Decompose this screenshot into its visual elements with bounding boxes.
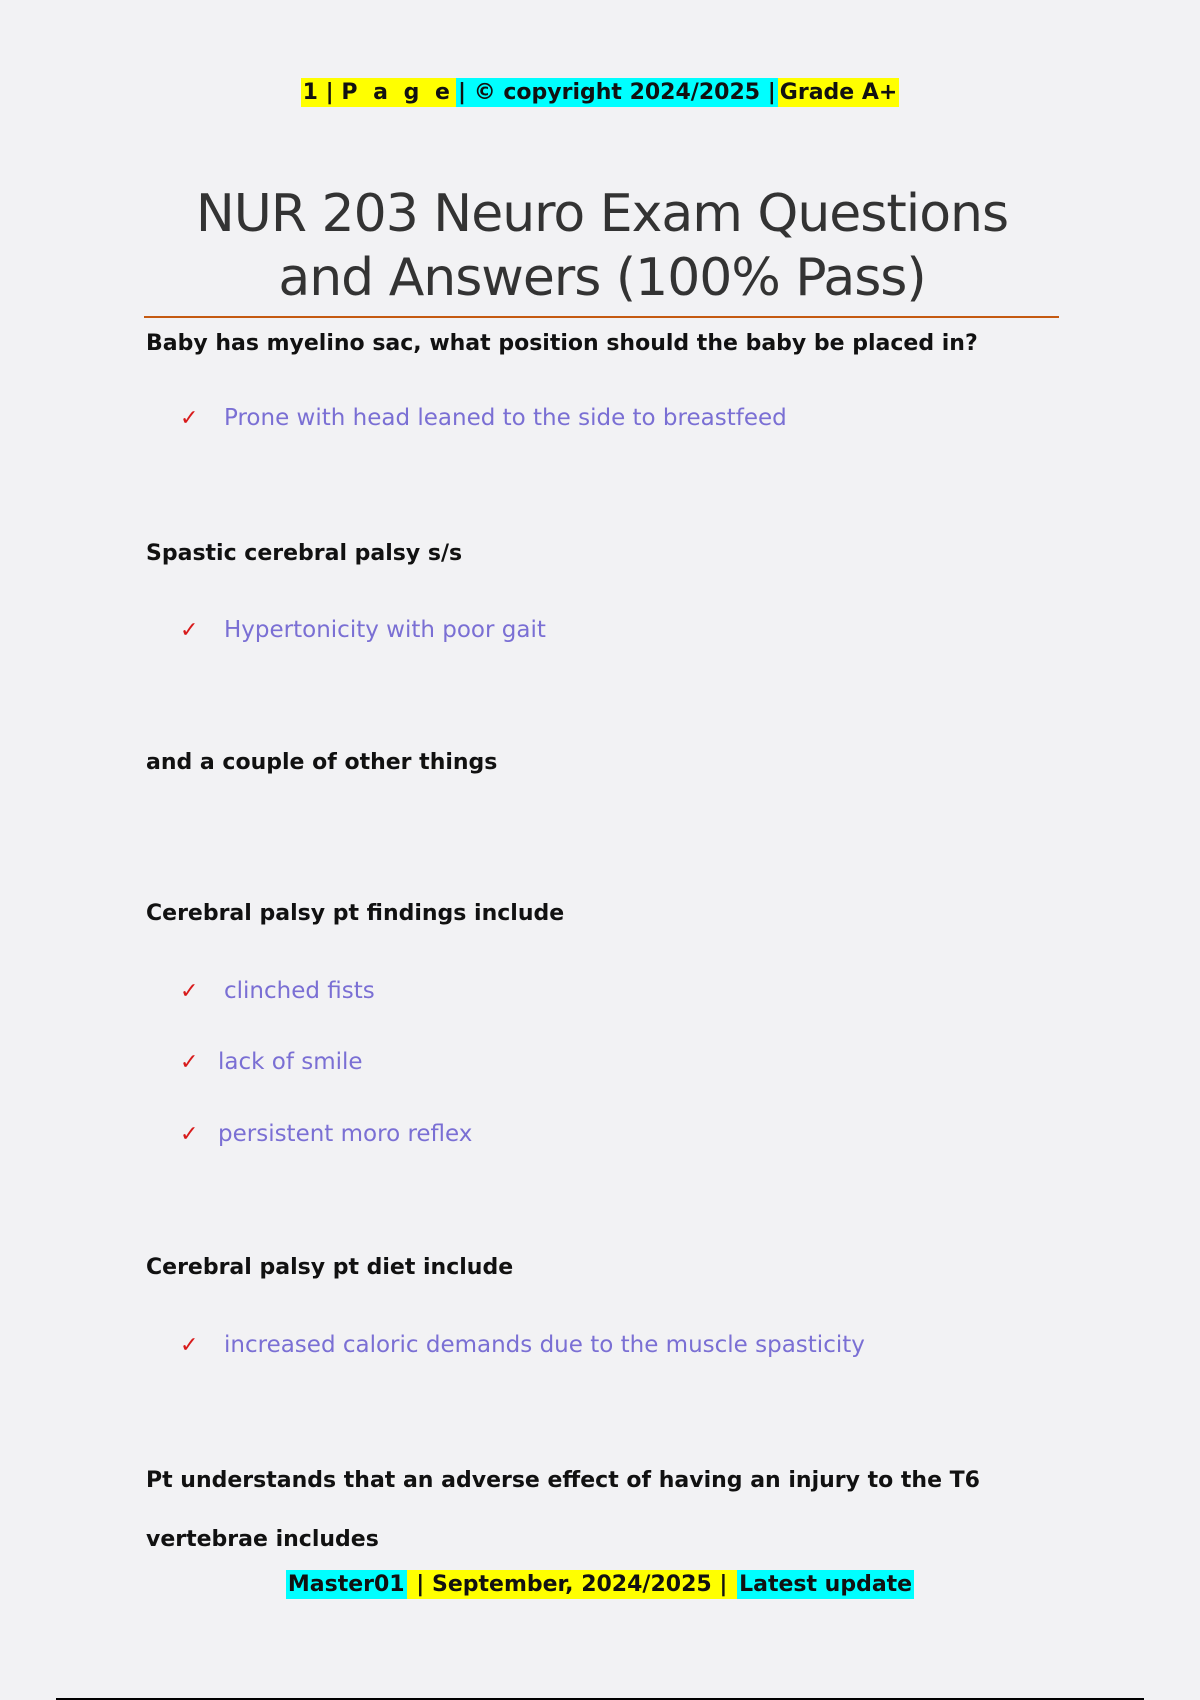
answer-2-1: ✓ Hypertonicity with poor gait bbox=[180, 615, 546, 646]
question-3: and a couple of other things bbox=[146, 750, 498, 775]
question-4: Cerebral palsy pt findings include bbox=[146, 901, 565, 926]
answer-4-3: ✓ persistent moro reflex bbox=[180, 1119, 472, 1150]
header-page-number: 1 | P a g e bbox=[302, 80, 454, 105]
header-copyright: | © copyright 2024/2025 | bbox=[457, 80, 776, 105]
footer-status: Latest update bbox=[739, 1572, 913, 1597]
checkmark-icon: ✓ bbox=[180, 1050, 199, 1075]
answer-4-1: ✓ clinched fists bbox=[180, 976, 375, 1007]
answer-4-2: ✓ lack of smile bbox=[180, 1047, 363, 1078]
question-5: Cerebral palsy pt diet include bbox=[146, 1255, 514, 1280]
question-6: Pt understands that an adverse effect of having an injury to the T6 vertebrae includes bbox=[146, 1468, 980, 1552]
checkmark-icon: ✓ bbox=[180, 618, 199, 643]
checkmark-icon: ✓ bbox=[180, 406, 199, 431]
header-grade: Grade A+ bbox=[779, 80, 898, 105]
title-divider bbox=[144, 316, 1059, 318]
checkmark-icon: ✓ bbox=[180, 1333, 199, 1358]
answer-1-1: ✓ Prone with head leaned to the side to breastfeed bbox=[180, 403, 787, 434]
footer-author: Master01 bbox=[287, 1572, 405, 1597]
page-header bbox=[0, 74, 1200, 112]
document-title: NUR 203 Neuro Exam Questions and Answers (100% Pass) bbox=[195, 184, 1009, 308]
checkmark-icon: ✓ bbox=[180, 979, 199, 1004]
footer-date: | September, 2024/2025 | bbox=[407, 1570, 737, 1599]
page-footer bbox=[0, 1568, 1200, 1602]
answer-5-1: ✓ increased caloric demands due to the muscle spasticity bbox=[180, 1330, 865, 1361]
question-1: Baby has myelino sac, what position should the baby be placed in? bbox=[146, 331, 978, 356]
checkmark-icon: ✓ bbox=[180, 1122, 199, 1147]
question-2: Spastic cerebral palsy s/s bbox=[146, 541, 463, 566]
